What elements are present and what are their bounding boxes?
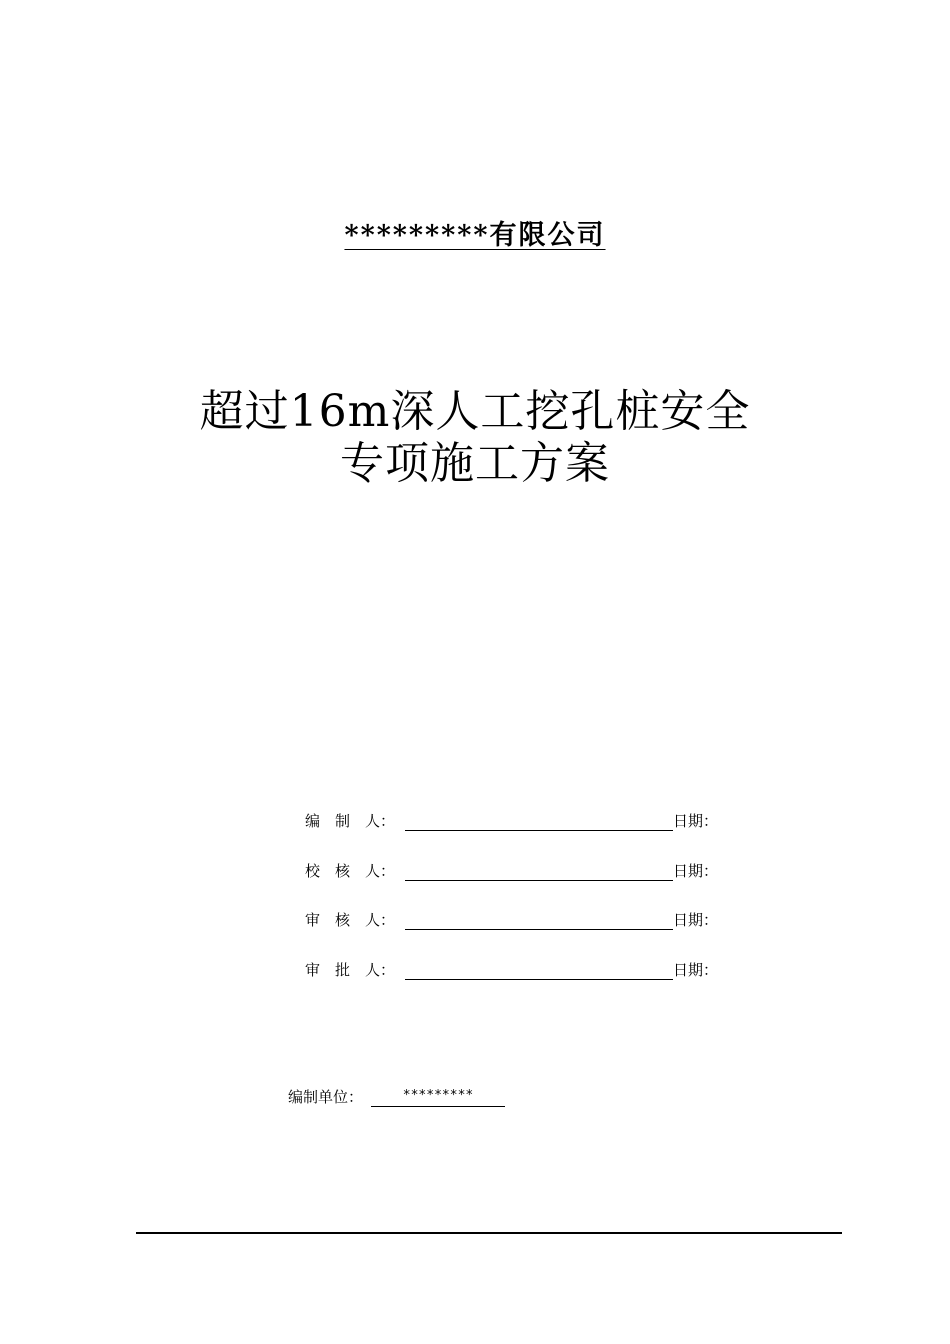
title-line-1: 超过16m深人工挖孔桩安全 [199, 386, 751, 437]
title-line-2: 专项施工方案 [340, 438, 610, 489]
compiling-unit-value: ********* [371, 1086, 505, 1107]
signature-row-compiler [305, 811, 718, 831]
signature-label: 审 批 人： [305, 961, 396, 979]
signature-row-reviewer [305, 910, 718, 930]
date-label: 日期： [673, 911, 719, 929]
signature-line [405, 961, 673, 980]
document-title [0, 386, 950, 490]
signature-row-checker [305, 861, 718, 881]
signature-label: 审 核 人： [305, 911, 396, 929]
signature-line [405, 911, 673, 930]
company-name-text: *********有限公司 [344, 220, 606, 251]
compiling-unit-row [288, 1086, 505, 1107]
date-label: 日期： [673, 961, 719, 979]
signature-line [405, 862, 673, 881]
signature-line [405, 812, 673, 831]
signature-label: 编 制 人： [305, 812, 396, 830]
footer-divider [136, 1232, 842, 1234]
signature-label: 校 核 人： [305, 862, 396, 880]
date-label: 日期： [673, 862, 719, 880]
compiling-unit-label: 编制单位： [288, 1088, 364, 1106]
company-name [0, 218, 950, 254]
date-label: 日期： [673, 812, 719, 830]
signature-row-approver [305, 960, 718, 980]
